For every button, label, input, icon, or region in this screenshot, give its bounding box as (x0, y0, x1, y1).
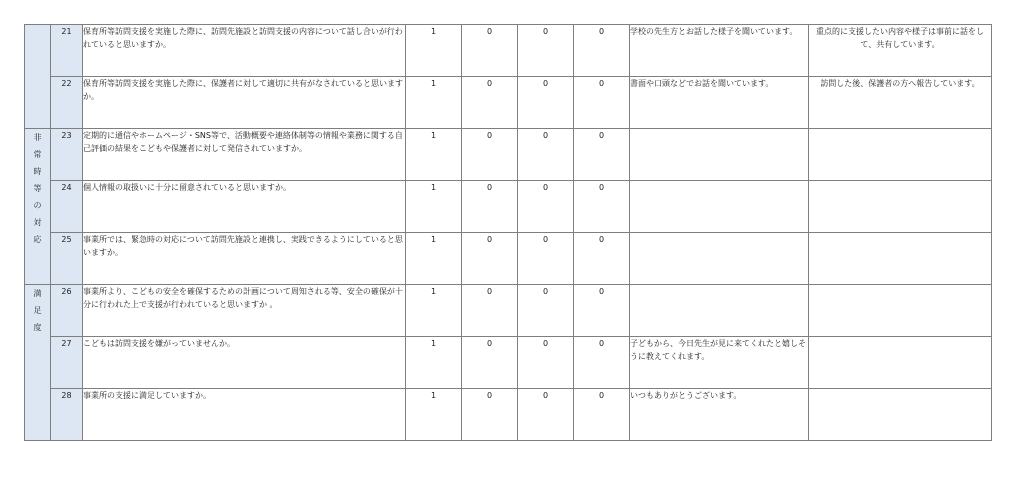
question-number: 22 (51, 77, 83, 129)
count-yes: 1 (406, 285, 462, 337)
count-no: 0 (518, 77, 574, 129)
facility-response (809, 233, 992, 285)
count-unknown: 0 (574, 337, 630, 389)
guardian-comment: 子どもから、今日先生が見に来てくれたと嬉しそうに教えてくれます。 (630, 337, 809, 389)
count-neutral: 0 (462, 337, 518, 389)
category-label: 非常時等の対応 (33, 133, 42, 244)
table-row (25, 181, 992, 233)
guardian-comment (630, 285, 809, 337)
facility-response (809, 337, 992, 389)
table-row (25, 129, 992, 181)
count-no: 0 (518, 181, 574, 233)
count-no: 0 (518, 233, 574, 285)
table-row (25, 25, 992, 77)
count-no: 0 (518, 389, 574, 441)
table-row (25, 389, 992, 441)
count-neutral: 0 (462, 285, 518, 337)
table-row (25, 337, 992, 389)
question-text: 定期的に通信やホームページ・SNS等で、活動概要や連絡体制等の情報や業務に関する自己評価の結果をこどもや保護者に対して発信されていますか。 (83, 129, 406, 181)
count-yes: 1 (406, 25, 462, 77)
question-number: 26 (51, 285, 83, 337)
count-unknown: 0 (574, 129, 630, 181)
question-text: 事業所では、緊急時の対応について訪問先施設と連携し、実践できるようにしていると思いますか。 (83, 233, 406, 285)
count-no: 0 (518, 337, 574, 389)
count-unknown: 0 (574, 181, 630, 233)
count-unknown: 0 (574, 77, 630, 129)
guardian-comment: 書面や口頭などでお話を聞いています。 (630, 77, 809, 129)
question-number: 27 (51, 337, 83, 389)
count-unknown: 0 (574, 233, 630, 285)
count-yes: 1 (406, 337, 462, 389)
table-row (25, 77, 992, 129)
question-text: 保育所等訪問支援を実施した際に、保護者に対して適切に共有がなされていると思いますか。 (83, 77, 406, 129)
table-row (25, 233, 992, 285)
question-text: 保育所等訪問支援を実施した際に、訪問先施設と訪問支援の内容について話し合いが行われていると思いますか。 (83, 25, 406, 77)
count-neutral: 0 (462, 233, 518, 285)
count-neutral: 0 (462, 389, 518, 441)
count-neutral: 0 (462, 129, 518, 181)
count-yes: 1 (406, 233, 462, 285)
question-number: 23 (51, 129, 83, 181)
evaluation-table (24, 24, 992, 441)
count-unknown: 0 (574, 389, 630, 441)
question-text: こどもは訪問支援を嫌がっていませんか。 (83, 337, 406, 389)
category-satisfaction (25, 285, 51, 441)
category-cell-continued (25, 25, 51, 129)
count-neutral: 0 (462, 77, 518, 129)
facility-response: 重点的に支援したい内容や様子は事前に話をして、共有しています。 (809, 25, 992, 77)
table-row (25, 285, 992, 337)
question-number: 24 (51, 181, 83, 233)
count-no: 0 (518, 129, 574, 181)
guardian-comment (630, 233, 809, 285)
question-text: 個人情報の取扱いに十分に留意されていると思いますか。 (83, 181, 406, 233)
count-no: 0 (518, 285, 574, 337)
guardian-comment (630, 181, 809, 233)
guardian-comment: 学校の先生方とお話した様子を聞いています。 (630, 25, 809, 77)
question-text: 事業所より、こどもの安全を確保するための計画について周知される等、安全の確保が十分に行われた上で支援が行われていると思いますか 。 (83, 285, 406, 337)
facility-response (809, 285, 992, 337)
facility-response (809, 129, 992, 181)
count-neutral: 0 (462, 181, 518, 233)
count-neutral: 0 (462, 25, 518, 77)
facility-response (809, 181, 992, 233)
count-yes: 1 (406, 129, 462, 181)
category-label: 満足度 (33, 289, 42, 332)
count-yes: 1 (406, 389, 462, 441)
facility-response: 訪問した後、保護者の方へ報告しています。 (809, 77, 992, 129)
category-emergency (25, 129, 51, 285)
count-no: 0 (518, 25, 574, 77)
count-yes: 1 (406, 77, 462, 129)
facility-response (809, 389, 992, 441)
guardian-comment: いつもありがとうございます。 (630, 389, 809, 441)
question-number: 28 (51, 389, 83, 441)
count-unknown: 0 (574, 285, 630, 337)
question-number: 25 (51, 233, 83, 285)
count-unknown: 0 (574, 25, 630, 77)
question-number: 21 (51, 25, 83, 77)
question-text: 事業所の支援に満足していますか。 (83, 389, 406, 441)
count-yes: 1 (406, 181, 462, 233)
guardian-comment (630, 129, 809, 181)
